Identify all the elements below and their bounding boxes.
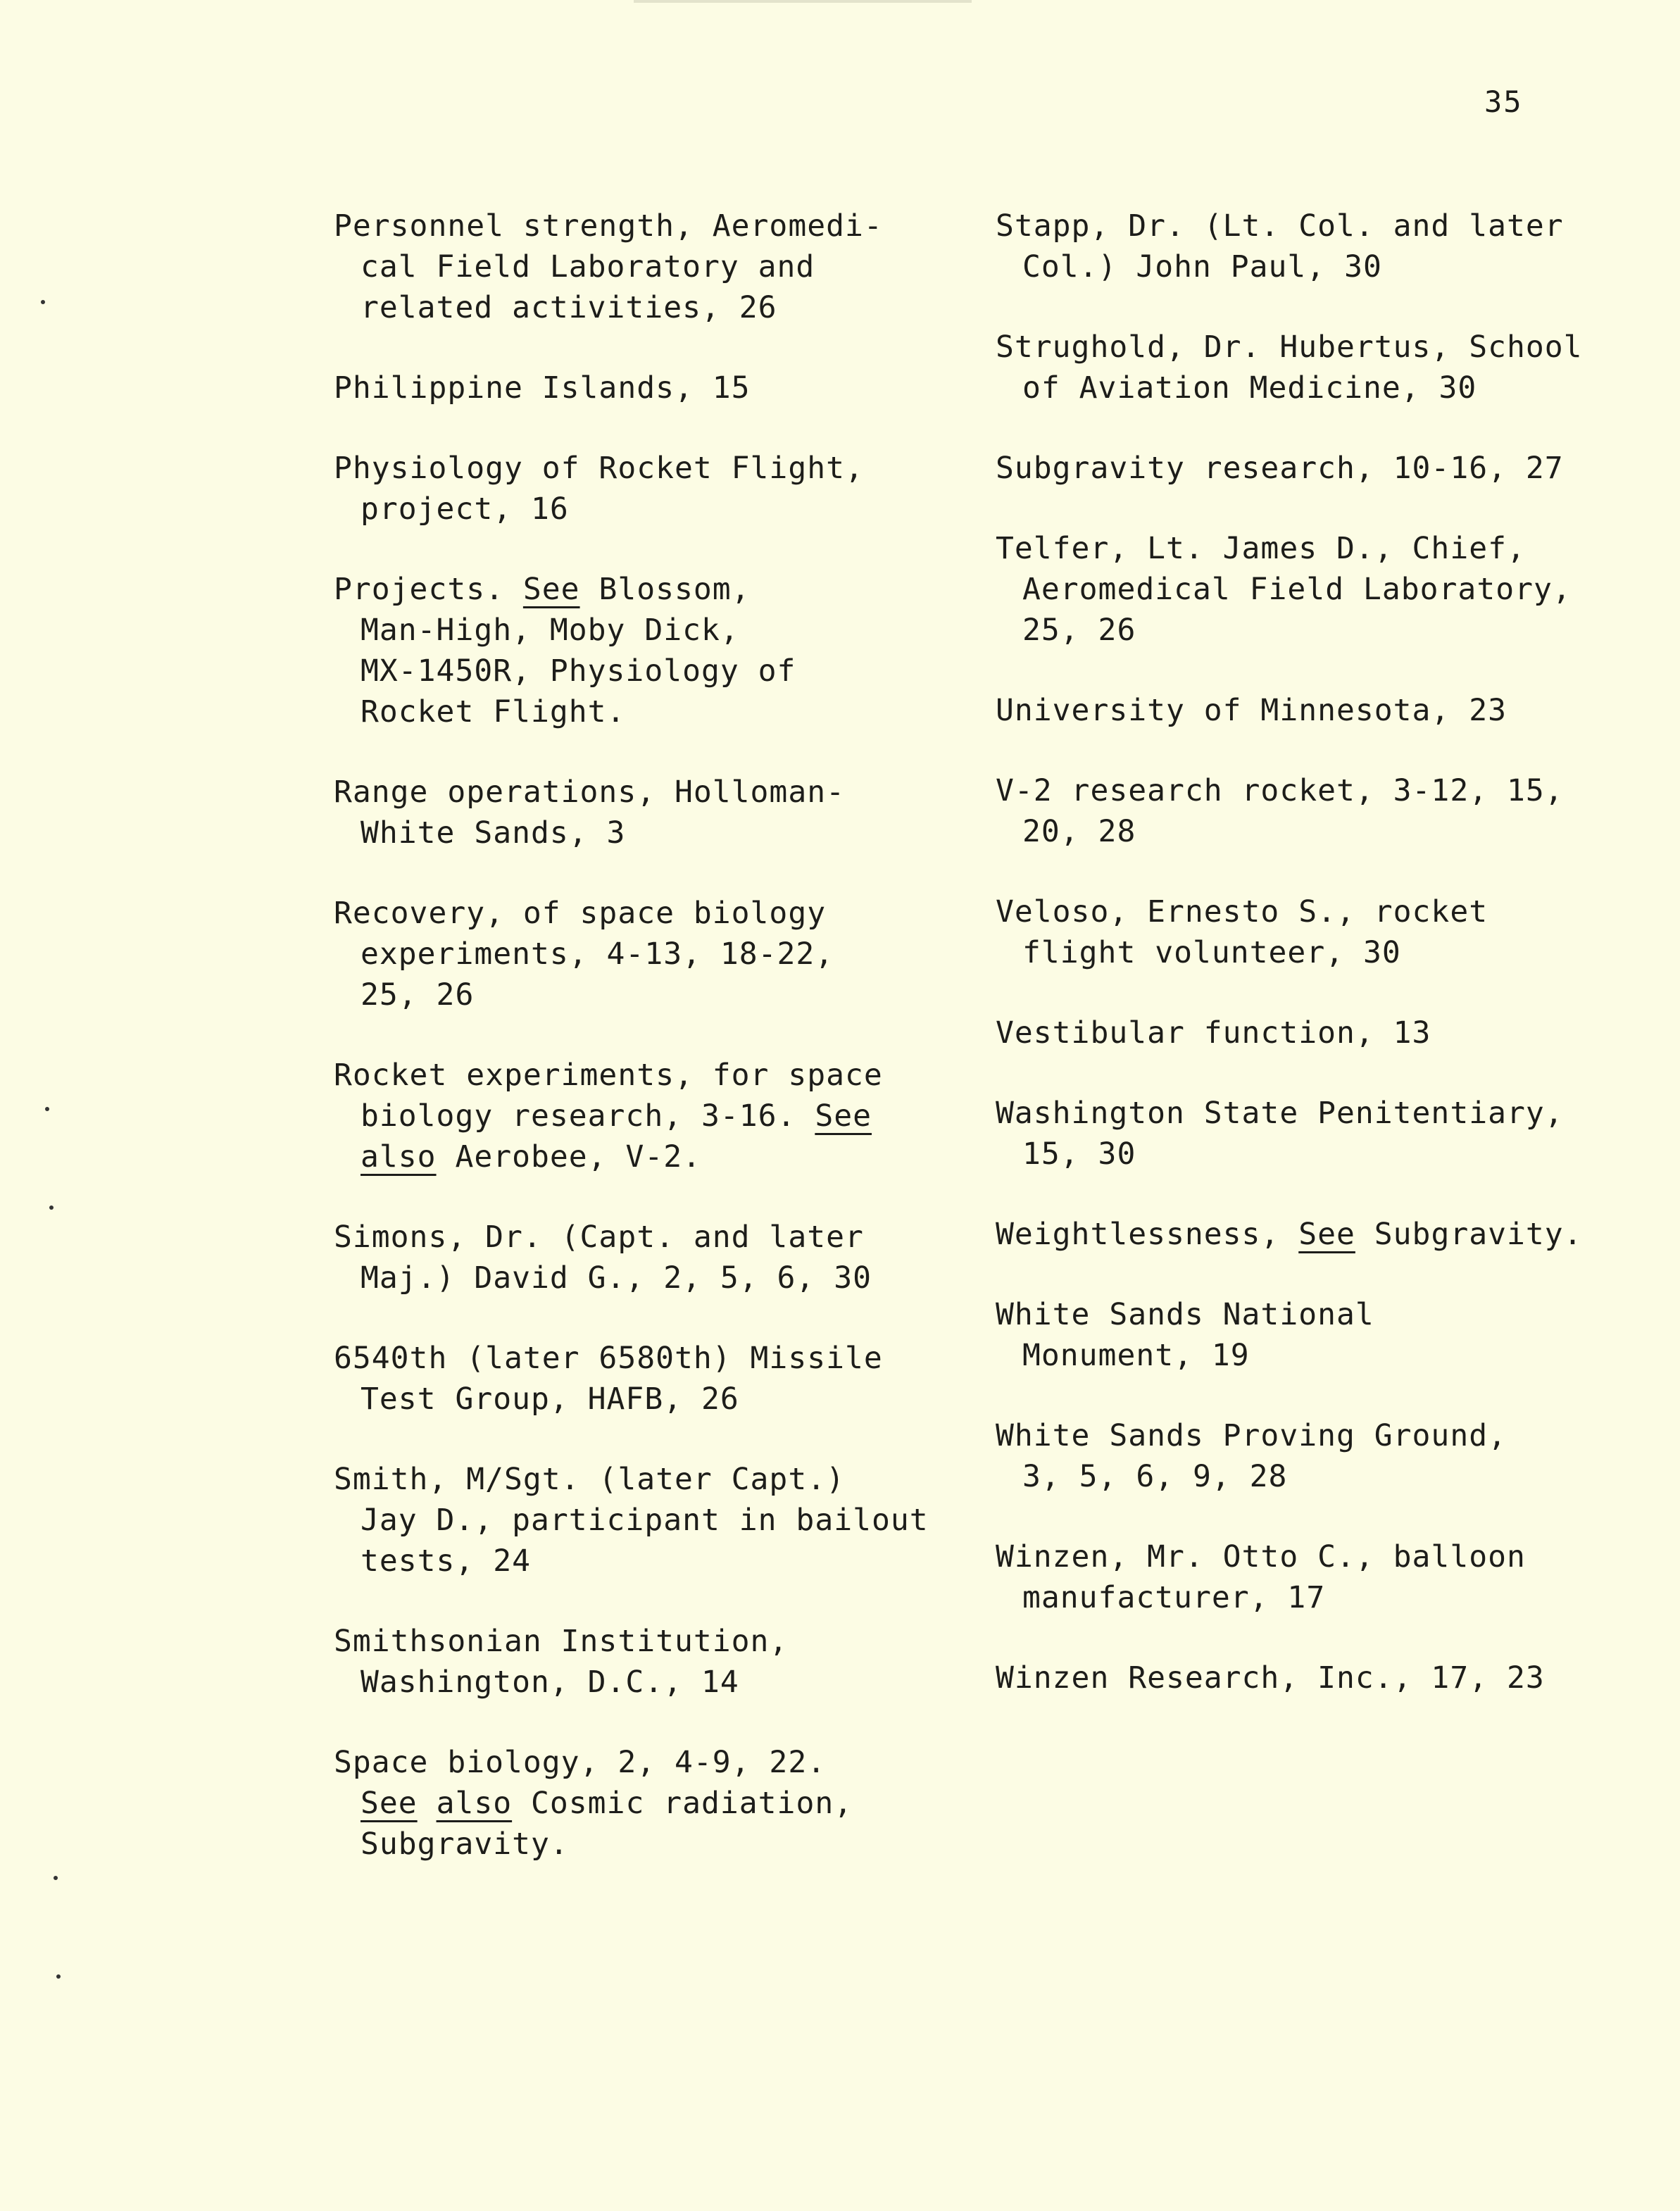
entry-line: Space biology, 2, 4-9, 22. — [334, 1745, 827, 1780]
entry-line: experiments, 4-13, 18-22, — [361, 937, 834, 972]
entry-line: Washington State Penitentiary, — [996, 1096, 1564, 1131]
entry-line: 25, 26 — [361, 977, 475, 1013]
index-entry — [334, 569, 939, 732]
index-column-left — [334, 206, 939, 1865]
index-entry — [334, 1338, 939, 1420]
entry-line: V-2 research rocket, 3-12, 15, — [996, 773, 1564, 808]
entry-line: Man-High, Moby Dick, — [361, 613, 739, 648]
entry-line: White Sands Proving Ground, — [996, 1418, 1507, 1453]
entry-line: Recovery, of space biology — [334, 896, 827, 931]
index-entry — [334, 206, 939, 328]
entry-line: Philippine Islands, 15 — [334, 370, 751, 406]
index-entry — [996, 891, 1601, 973]
index-entry — [334, 1055, 939, 1177]
scan-smudge — [634, 0, 972, 3]
entry-line: cal Field Laboratory and — [361, 249, 815, 284]
entry-line: Winzen Research, Inc., 17, 23 — [996, 1660, 1545, 1696]
index-entry — [996, 1658, 1601, 1698]
scan-speck — [54, 1876, 58, 1880]
entry-line: 25, 26 — [1022, 613, 1136, 648]
index-entry — [334, 772, 939, 853]
page-number: 35 — [1484, 84, 1523, 119]
entry-line: 15, 30 — [1022, 1136, 1136, 1172]
entry-line: manufacturer, 17 — [1022, 1580, 1326, 1615]
index-column-right — [996, 206, 1601, 1698]
entry-line: Washington, D.C., 14 — [361, 1665, 739, 1700]
index-entry — [996, 1294, 1601, 1376]
entry-line: 20, 28 — [1022, 814, 1136, 849]
index-entry — [334, 448, 939, 530]
entry-line: White Sands National — [996, 1297, 1374, 1332]
entry-line: biology research, 3-16. See — [361, 1098, 872, 1134]
entry-line: Strughold, Dr. Hubertus, School — [996, 330, 1583, 365]
scan-speck — [49, 1205, 54, 1210]
entry-line: 3, 5, 6, 9, 28 — [1022, 1459, 1288, 1494]
entry-line: project, 16 — [361, 491, 569, 527]
entry-line: Maj.) David G., 2, 5, 6, 30 — [361, 1260, 872, 1296]
entry-line: Jay D., participant in bailout — [361, 1503, 929, 1538]
entry-line: of Aviation Medicine, 30 — [1022, 370, 1477, 406]
entry-line: Subgravity. — [361, 1827, 569, 1862]
index-entry — [996, 448, 1601, 489]
index-entry — [334, 1742, 939, 1865]
scan-speck — [56, 1974, 61, 1979]
entry-line: Range operations, Holloman- — [334, 775, 845, 810]
scan-speck — [45, 1107, 49, 1111]
index-entry — [996, 528, 1601, 651]
entry-line: flight volunteer, 30 — [1022, 935, 1401, 970]
entry-line: White Sands, 3 — [361, 815, 626, 851]
index-entry — [996, 1093, 1601, 1175]
index-entry — [996, 1536, 1601, 1618]
entry-line: Telfer, Lt. James D., Chief, — [996, 531, 1526, 566]
index-entry — [334, 1459, 939, 1581]
entry-line: See also Cosmic radiation, — [361, 1786, 853, 1821]
entry-line: University of Minnesota, 23 — [996, 693, 1507, 728]
entry-line: Smithsonian Institution, — [334, 1624, 789, 1659]
index-entry — [996, 1415, 1601, 1497]
entry-line: Veloso, Ernesto S., rocket — [996, 894, 1488, 929]
entry-line: Smith, M/Sgt. (later Capt.) — [334, 1462, 845, 1497]
entry-line: Weightlessness, See Subgravity. — [996, 1217, 1583, 1252]
entry-line: Aeromedical Field Laboratory, — [1022, 572, 1572, 607]
entry-line: Personnel strength, Aeromedi- — [334, 208, 883, 244]
entry-line: Monument, 19 — [1022, 1338, 1250, 1373]
entry-line: Subgravity research, 10-16, 27 — [996, 451, 1564, 486]
index-entry — [334, 1621, 939, 1703]
index-entry — [334, 893, 939, 1015]
entry-line: also Aerobee, V-2. — [361, 1139, 701, 1175]
index-entry — [996, 770, 1601, 852]
entry-line: MX-1450R, Physiology of — [361, 653, 796, 689]
entry-line: Winzen, Mr. Otto C., balloon — [996, 1539, 1526, 1574]
scan-speck — [41, 300, 45, 304]
entry-line: 6540th (later 6580th) Missile — [334, 1341, 883, 1376]
entry-line: Col.) John Paul, 30 — [1022, 249, 1382, 284]
index-entry — [996, 1013, 1601, 1053]
index-entry — [996, 327, 1601, 408]
index-entry — [996, 690, 1601, 731]
entry-line: Rocket experiments, for space — [334, 1058, 883, 1093]
entry-line: Simons, Dr. (Capt. and later — [334, 1220, 864, 1255]
entry-line: Projects. See Blossom, — [334, 572, 751, 607]
entry-line: Vestibular function, 13 — [996, 1015, 1431, 1051]
index-entry — [996, 1214, 1601, 1255]
entry-line: related activities, 26 — [361, 290, 777, 325]
entry-line: Stapp, Dr. (Lt. Col. and later — [996, 208, 1564, 244]
entry-line: Physiology of Rocket Flight, — [334, 451, 864, 486]
index-entry — [996, 206, 1601, 287]
index-entry — [334, 1217, 939, 1298]
entry-line: Rocket Flight. — [361, 694, 626, 729]
entry-line: Test Group, HAFB, 26 — [361, 1382, 739, 1417]
entry-line: tests, 24 — [361, 1543, 531, 1579]
index-entry — [334, 368, 939, 408]
